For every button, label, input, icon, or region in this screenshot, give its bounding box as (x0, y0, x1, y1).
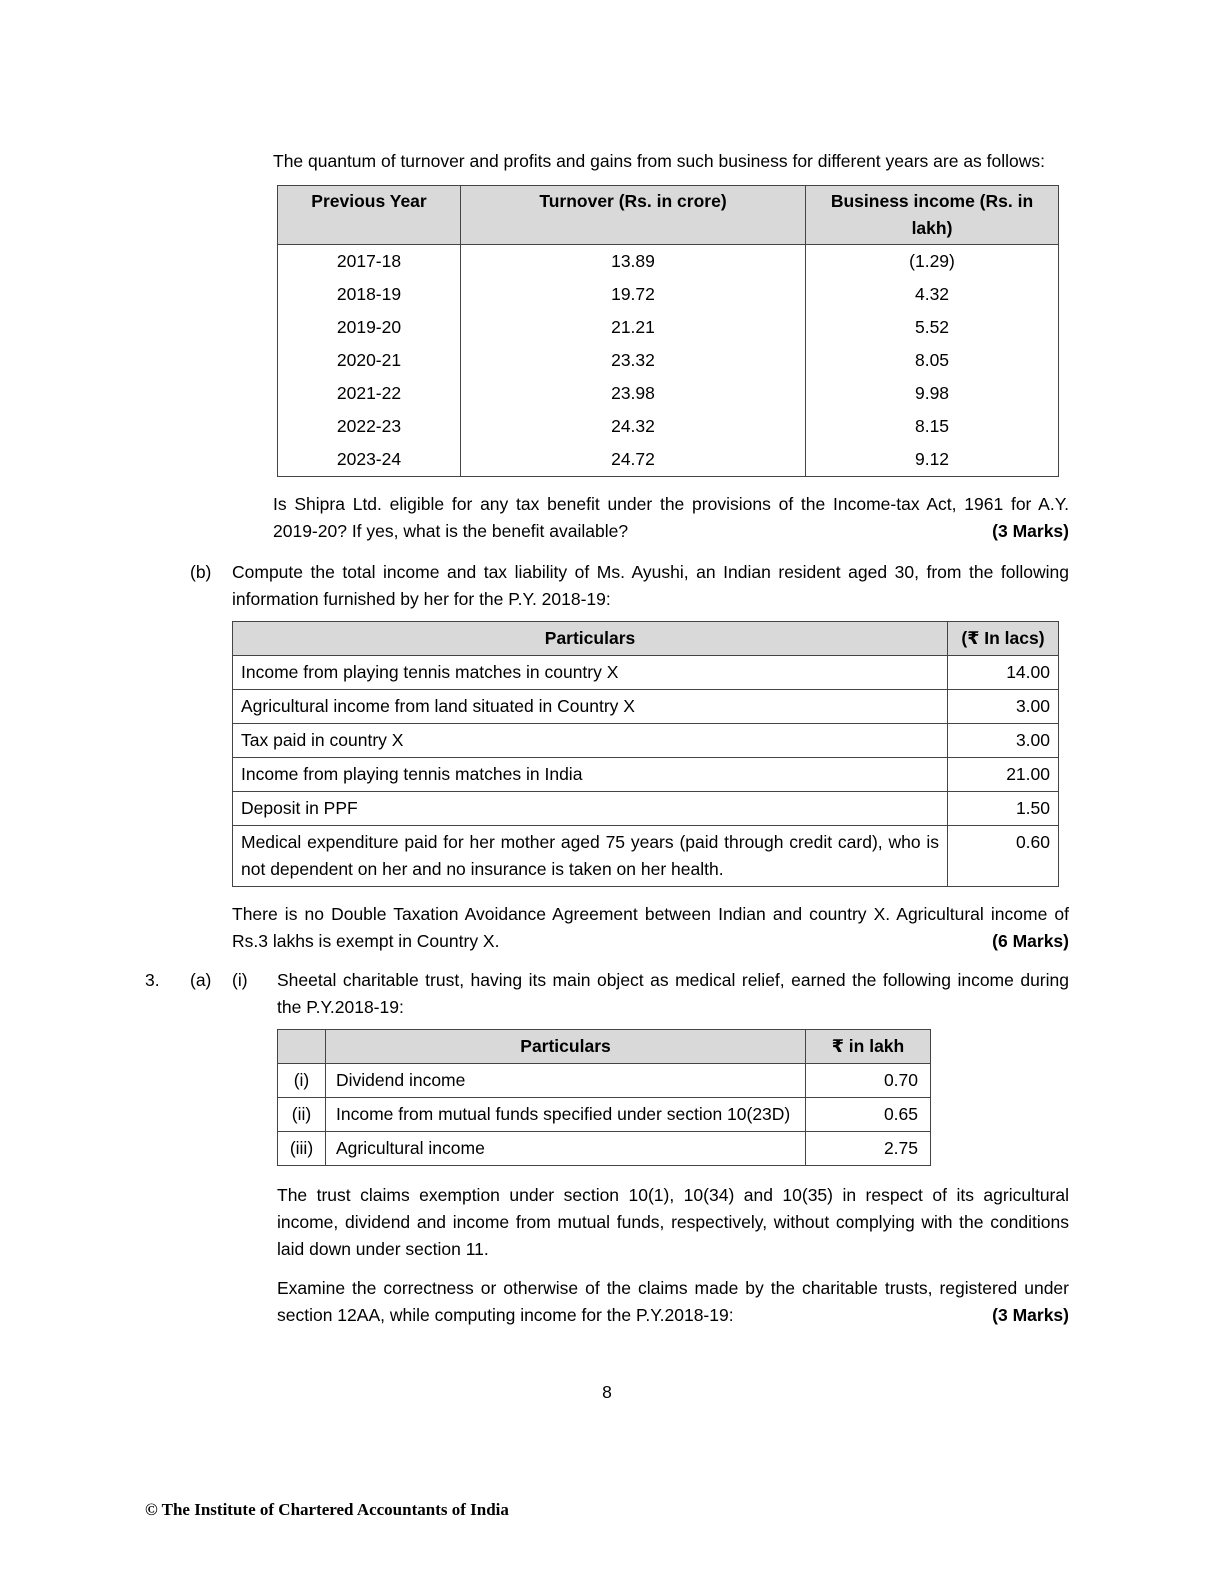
cell-item-number: (i) (278, 1064, 326, 1098)
marks-label: (3 Marks) (992, 521, 1069, 541)
header-business-income: Business income (Rs. in lakh) (806, 186, 1059, 245)
cell-turnover: 24.72 (461, 443, 806, 477)
cell-amount: 0.70 (806, 1064, 931, 1098)
cell-particulars: Agricultural income (326, 1132, 806, 1166)
particulars-table-header-row (233, 622, 1059, 656)
table-row (278, 443, 1059, 477)
table-row (278, 278, 1059, 311)
examine-paragraph (277, 1275, 1069, 1329)
header-rupees-in-lakh: ₹ in lakh (806, 1030, 931, 1064)
copyright-footer: © The Institute of Chartered Accountants of India (145, 1500, 509, 1519)
page-number: 8 (602, 1382, 612, 1402)
turnover-table-header-row (278, 186, 1059, 245)
question-3-item (145, 967, 1069, 1021)
question-3-subitem-label: (i) (232, 970, 248, 990)
cell-turnover: 23.98 (461, 377, 806, 410)
cell-business-income: 8.05 (806, 344, 1059, 377)
cell-amount: 3.00 (948, 690, 1059, 724)
turnover-table (277, 185, 1059, 477)
table-row (233, 758, 1059, 792)
header-turnover: Turnover (Rs. in crore) (461, 186, 806, 245)
cell-particulars: Income from playing tennis matches in India (233, 758, 948, 792)
table-row (278, 1098, 931, 1132)
header-particulars: Particulars (326, 1030, 806, 1064)
cell-item-number: (ii) (278, 1098, 326, 1132)
cell-particulars: Agricultural income from land situated in Country X (233, 690, 948, 724)
table-row (278, 311, 1059, 344)
header-particulars: Particulars (233, 622, 948, 656)
trust-income-table (277, 1029, 931, 1166)
cell-amount: 1.50 (948, 792, 1059, 826)
table-row (233, 792, 1059, 826)
table-row (233, 656, 1059, 690)
cell-particulars: Deposit in PPF (233, 792, 948, 826)
cell-particulars: Tax paid in country X (233, 724, 948, 758)
table-row (278, 1132, 931, 1166)
cell-business-income: (1.29) (806, 245, 1059, 279)
cell-turnover: 23.32 (461, 344, 806, 377)
table-row (278, 377, 1059, 410)
examine-text: Examine the correctness or otherwise of the claims made by the charitable trusts, registered under section 12AA, while computing income for the P.Y.2018-19: (277, 1278, 1069, 1325)
question-a-text: Is Shipra Ltd. eligible for any tax benefit under the provisions of the Income-tax Act, 1961 for A.Y. 2019-20? If yes, what is the benefit available? (273, 494, 1069, 541)
table-row (278, 344, 1059, 377)
table-row (278, 1064, 931, 1098)
question-a-paragraph (273, 491, 1069, 545)
cell-turnover: 13.89 (461, 245, 806, 279)
cell-business-income: 8.15 (806, 410, 1059, 443)
table-row (233, 690, 1059, 724)
cell-business-income: 9.98 (806, 377, 1059, 410)
table-row (278, 245, 1059, 279)
header-blank (278, 1030, 326, 1064)
cell-previous-year: 2017-18 (278, 245, 461, 279)
cell-amount: 0.60 (948, 826, 1059, 887)
cell-item-number: (iii) (278, 1132, 326, 1166)
intro-paragraph: The quantum of turnover and profits and gains from such business for different years are as follows: (273, 151, 1046, 171)
cell-previous-year: 2023-24 (278, 443, 461, 477)
header-previous-year: Previous Year (278, 186, 461, 245)
trust-claims-paragraph: The trust claims exemption under section 10(1), 10(34) and 10(35) in respect of its agricultural income, dividend and income from mutual funds, respectively, without complying with the conditions laid down under section 11. (277, 1185, 1069, 1259)
cell-amount: 14.00 (948, 656, 1059, 690)
cell-business-income: 9.12 (806, 443, 1059, 477)
cell-amount: 3.00 (948, 724, 1059, 758)
cell-business-income: 5.52 (806, 311, 1059, 344)
header-rupees-in-lacs: (₹ In lacs) (948, 622, 1059, 656)
cell-previous-year: 2020-21 (278, 344, 461, 377)
table-row (278, 410, 1059, 443)
income-particulars-table (232, 621, 1059, 887)
cell-particulars: Dividend income (326, 1064, 806, 1098)
cell-previous-year: 2019-20 (278, 311, 461, 344)
cell-particulars: Income from mutual funds specified under section 10(23D) (326, 1098, 806, 1132)
question-3-number: 3. (145, 970, 160, 990)
cell-turnover: 21.21 (461, 311, 806, 344)
table-row (233, 826, 1059, 887)
marks-label: (3 Marks) (992, 1305, 1069, 1325)
table-row (233, 724, 1059, 758)
cell-particulars: Income from playing tennis matches in country X (233, 656, 948, 690)
dtaa-note-text: There is no Double Taxation Avoidance Agreement between Indian and country X. Agricultural income of Rs.3 lakhs is exempt in Country X. (232, 904, 1069, 951)
cell-amount: 0.65 (806, 1098, 931, 1132)
cell-turnover: 19.72 (461, 278, 806, 311)
question-b-item (190, 559, 1069, 613)
dtaa-note-paragraph (232, 901, 1069, 955)
cell-amount: 21.00 (948, 758, 1059, 792)
question-3-part-label: (a) (190, 970, 212, 990)
question-3-text: Sheetal charitable trust, having its main object as medical relief, earned the following income during the P.Y.2018-19: (277, 970, 1069, 1017)
cell-previous-year: 2018-19 (278, 278, 461, 311)
cell-amount: 2.75 (806, 1132, 931, 1166)
cell-turnover: 24.32 (461, 410, 806, 443)
cell-previous-year: 2021-22 (278, 377, 461, 410)
question-b-text: Compute the total income and tax liability of Ms. Ayushi, an Indian resident aged 30, from the following information furnished by her for the P.Y. 2018-19: (232, 562, 1069, 609)
cell-business-income: 4.32 (806, 278, 1059, 311)
question-b-label: (b) (190, 562, 212, 582)
cell-previous-year: 2022-23 (278, 410, 461, 443)
trust-table-header-row (278, 1030, 931, 1064)
marks-label: (6 Marks) (992, 931, 1069, 951)
cell-particulars: Medical expenditure paid for her mother aged 75 years (paid through credit card), who is not dependent on her and no insurance is taken on her health. (233, 826, 948, 887)
